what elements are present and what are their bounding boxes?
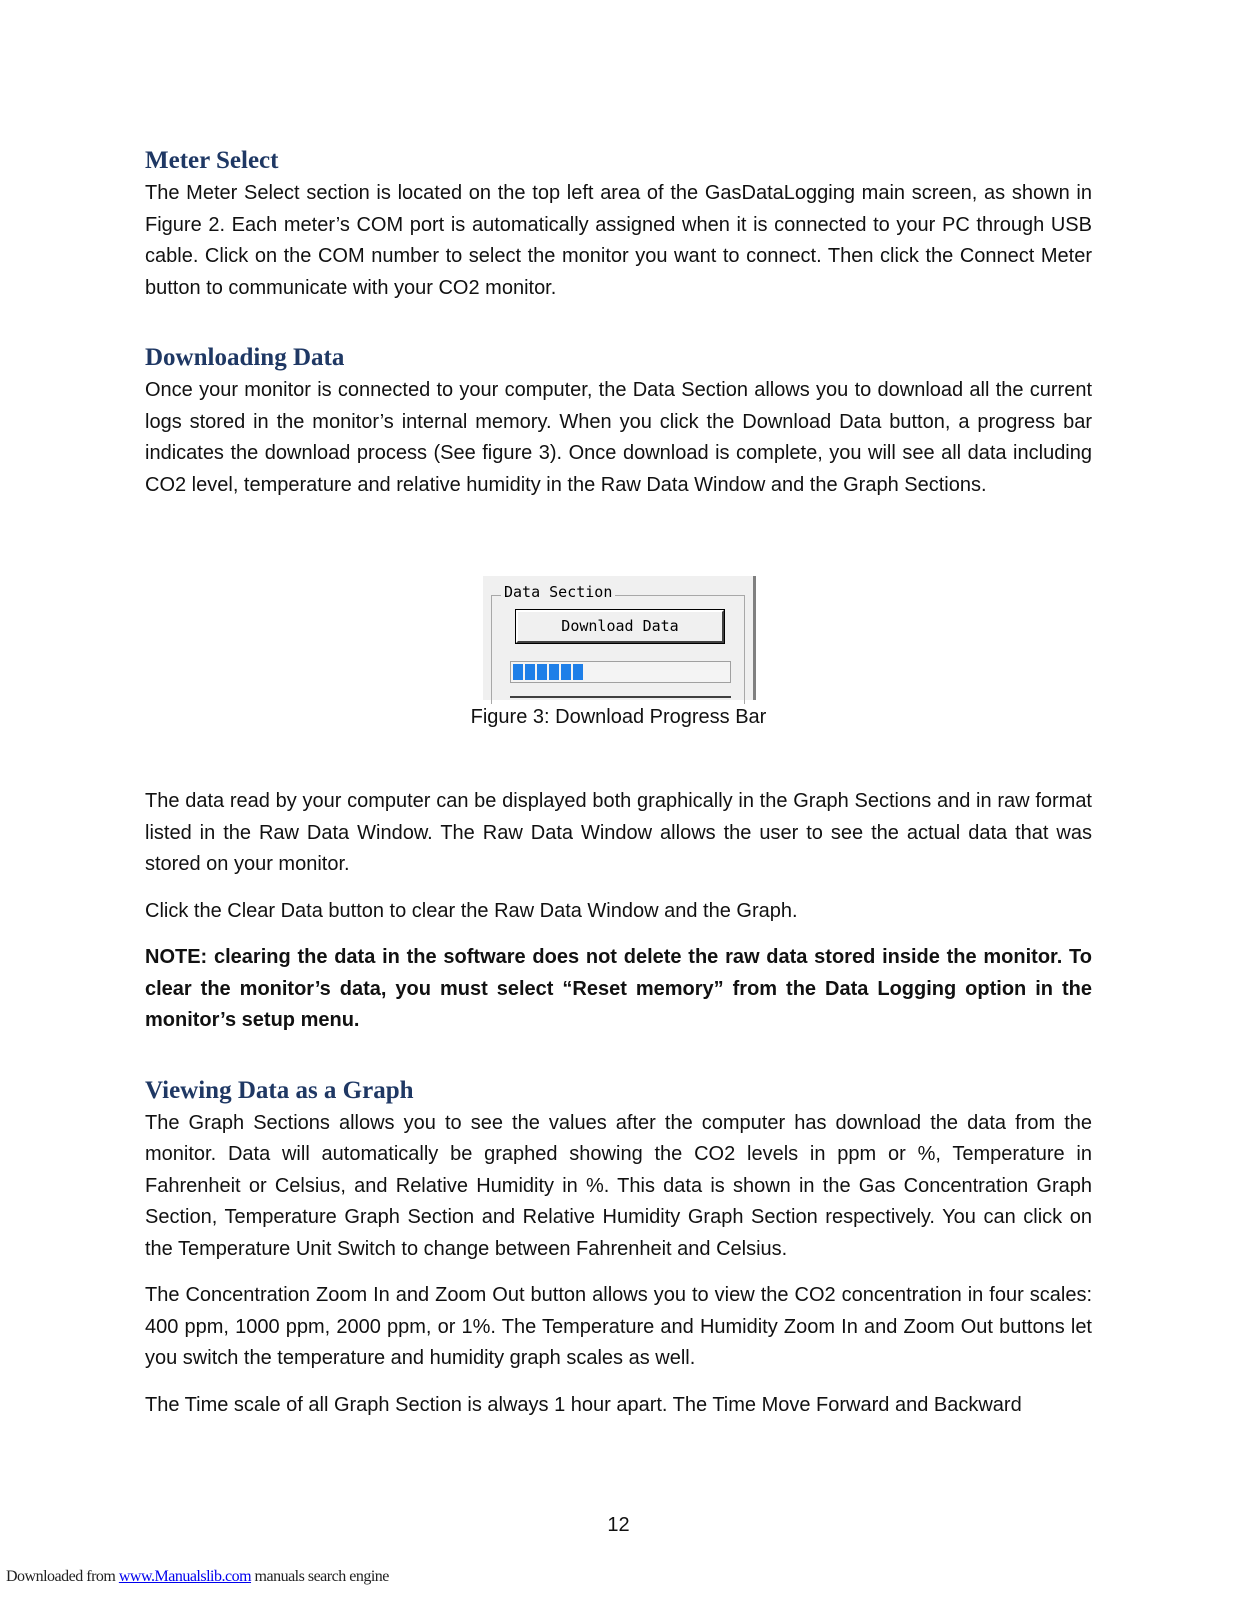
paragraph-meter-select: The Meter Select section is located on the top left area of the GasDataLogging main screen, as shown in Figure 2. Each meter’s COM port is automatically assigned when it is connected to your PC through USB cable. Click on the COM number to select the monitor you want to connect. Then click the Connect Meter button to communicate with your CO2 monitor. bbox=[145, 182, 1092, 299]
paragraph-time-scale: The Time scale of all Graph Section is always 1 hour apart. The Time Move Forward and Backward bbox=[145, 1393, 1022, 1416]
progress-segment bbox=[537, 664, 547, 680]
figure-data-section bbox=[483, 576, 756, 700]
paragraph-display: The data read by your computer can be displayed both graphically in the Graph Sections and in raw format listed in the Raw Data Window. The Raw Data Window allows the user to see the actual data that was stored on your monitor. bbox=[145, 790, 1092, 875]
paragraph-graph-sections: The Graph Sections allows you to see the values after the computer has download the data from the monitor. Data will automatically be graphed showing the CO2 levels in ppm or %, Temperature in Fahrenheit or Celsius, and Relative Humidity in %. This data is shown in the Gas Concentration Graph Section, Temperature Graph Section and Relative Humidity Graph Section respectively. You can click on the Temperature Unit Switch to change between Fahrenheit and Celsius. bbox=[145, 1111, 1092, 1260]
heading-meter-select: Meter Select bbox=[145, 147, 279, 174]
progress-segment bbox=[513, 664, 523, 680]
page-content bbox=[145, 146, 1092, 501]
progress-segment bbox=[561, 664, 571, 680]
download-data-button[interactable]: Download Data bbox=[516, 610, 724, 643]
download-progress-bar bbox=[510, 661, 731, 683]
data-section-label: Data Section bbox=[501, 583, 615, 601]
footer-link[interactable]: www.Manualslib.com bbox=[118, 1568, 252, 1585]
footer bbox=[6, 1568, 389, 1586]
paragraph-clear-data: Click the Clear Data button to clear the Raw Data Window and the Graph. bbox=[145, 899, 798, 922]
page-content-lower bbox=[145, 786, 1092, 1421]
paragraph-downloading-data: Once your monitor is connected to your computer, the Data Section allows you to download all the current logs stored in the monitor’s internal memory. When you click the Download Data button, a progress bar indicates the download process (See figure 3). Once download is complete, you will see all data including CO2 level, temperature and relative humidity in the Raw Data Window and the Graph Sections. bbox=[145, 379, 1092, 496]
divider bbox=[510, 696, 731, 698]
figure-caption: Figure 3: Download Progress Bar bbox=[470, 706, 767, 728]
footer-prefix: Downloaded from bbox=[6, 1568, 119, 1585]
footer-suffix: manuals search engine bbox=[251, 1568, 389, 1585]
heading-viewing-graph: Viewing Data as a Graph bbox=[145, 1076, 414, 1104]
note-paragraph: NOTE: clearing the data in the software does not delete the raw data stored inside the monitor. To clear the monitor’s data, you must select “Reset memory” from the Data Logging option in the monitor’s setup menu. bbox=[145, 946, 1092, 1031]
progress-segment bbox=[573, 664, 583, 680]
progress-segment bbox=[525, 664, 535, 680]
progress-segment bbox=[549, 664, 559, 680]
heading-downloading-data: Downloading Data bbox=[145, 344, 345, 371]
progress-fill bbox=[513, 664, 728, 680]
paragraph-zoom: The Concentration Zoom In and Zoom Out button allows you to view the CO2 concentration in four scales: 400 ppm, 1000 ppm, 2000 ppm, or 1%. The Temperature and Humidity Zoom In and Zoom Out buttons let you switch the temperature and humidity graph scales as well. bbox=[145, 1284, 1092, 1369]
page-number: 12 bbox=[607, 1514, 630, 1536]
